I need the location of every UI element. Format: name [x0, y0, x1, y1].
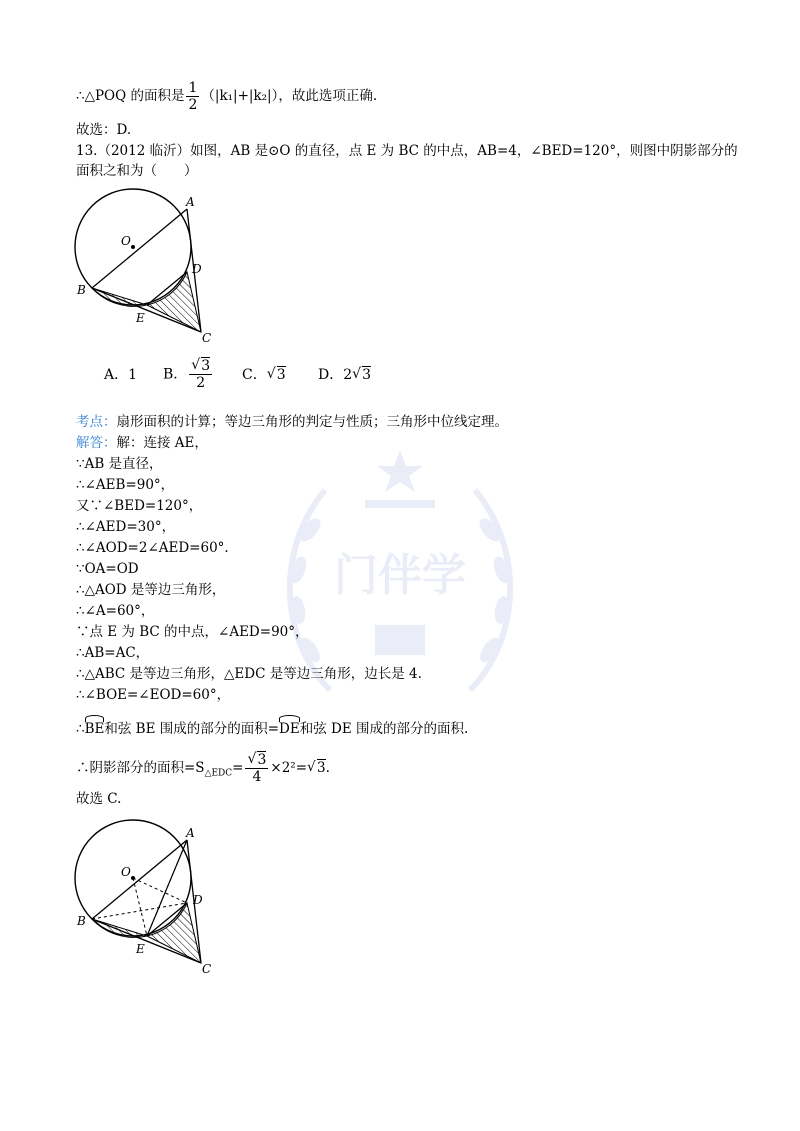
kaodian-line [76, 413, 508, 431]
conclusion-prefix: ∴△POQ 的面积是 [76, 88, 185, 104]
label-b: B [77, 283, 86, 297]
jieda-text: 解：连接 AE， [116, 435, 208, 451]
fraction-one-half: $\frac{1}{2}$ [188, 80, 198, 113]
step-line: ∴∠BOE=∠EOD=60°， [76, 687, 231, 703]
fraction-sqrt3-over-2: √ $\frac{3}{2}$ [189, 358, 212, 391]
step-line: ∵点 E 为 BC 的中点，∠AED=90°， [76, 624, 309, 640]
step-line: 又∵∠BED=120°， [76, 498, 203, 514]
jieda-label: 解答： [76, 435, 117, 451]
label-e: E [136, 311, 145, 325]
step-line: ∴∠AED=30°， [76, 519, 176, 535]
step-line: ∵AB 是直径， [76, 456, 163, 472]
solution-figure [70, 818, 230, 978]
label-o: O [121, 234, 131, 248]
label-a: A [186, 826, 195, 840]
label-d: D [192, 262, 202, 276]
arc-be: BE [85, 718, 105, 738]
option-d: D．2√ 3 [318, 364, 371, 384]
final-answer: 故选 C. [76, 791, 122, 807]
answer-d-line: 故选：D. [76, 122, 132, 138]
step-line: ∵OA=OD [76, 561, 139, 577]
step-line: ∴△AOD 是等边三角形， [76, 582, 226, 598]
kaodian-text: 扇形面积的计算；等边三角形的判定与性质；三角形中位线定理。 [116, 414, 508, 430]
conclusion-suffix: （|k₁|+|k₂|），故此选项正确. [201, 88, 378, 104]
watermark-text: 门伴学 [334, 550, 466, 601]
kaodian-label: 考点： [76, 414, 117, 430]
jieda-line [76, 434, 208, 452]
label-a: A [186, 195, 195, 209]
step-line: ∴∠A=60°， [76, 603, 155, 619]
shaded-area-line: ∴阴影部分的面积$=S_{\triangle EDC}=$ √ $\frac{3}{4}$ ×2²=√ 3. [76, 752, 330, 785]
option-b: B． √ $\frac{3}{2}$ [163, 358, 214, 391]
question-13-line-2: 面积之和为（ ） [76, 163, 198, 179]
label-b: B [77, 914, 86, 928]
label-c: C [202, 331, 212, 342]
label-c: C [202, 962, 212, 976]
label-e: E [136, 942, 145, 956]
step-line: ∴AB=AC， [76, 645, 150, 661]
arc-de: DE [279, 718, 300, 738]
label-d: D [193, 893, 203, 907]
conclusion-line [76, 80, 377, 113]
step-line: ∴△ABC 是等边三角形，△EDC 是等边三角形，边长是 4. [76, 666, 422, 682]
question-13-line-1: 13.（2012 临沂）如图，AB 是⊙O 的直径，点 E 为 BC 的中点，AB=4，∠BED=120°，则图中阴影部分的 [76, 143, 738, 159]
fraction-sqrt3-over-4: √ $\frac{3}{4}$ [245, 752, 268, 785]
step-line: ∴∠AEB=90°， [76, 477, 175, 493]
question-figure [70, 182, 230, 342]
option-a: A．1 [104, 367, 138, 383]
step-line: ∴∠AOD=2∠AED=60°. [76, 540, 229, 556]
option-c: C．√ 3 [242, 364, 286, 384]
label-o: O [121, 865, 131, 879]
arc-area-line: ∴BE和弦 BE 围成的部分的面积=DE和弦 DE 围成的部分的面积. [76, 718, 468, 738]
